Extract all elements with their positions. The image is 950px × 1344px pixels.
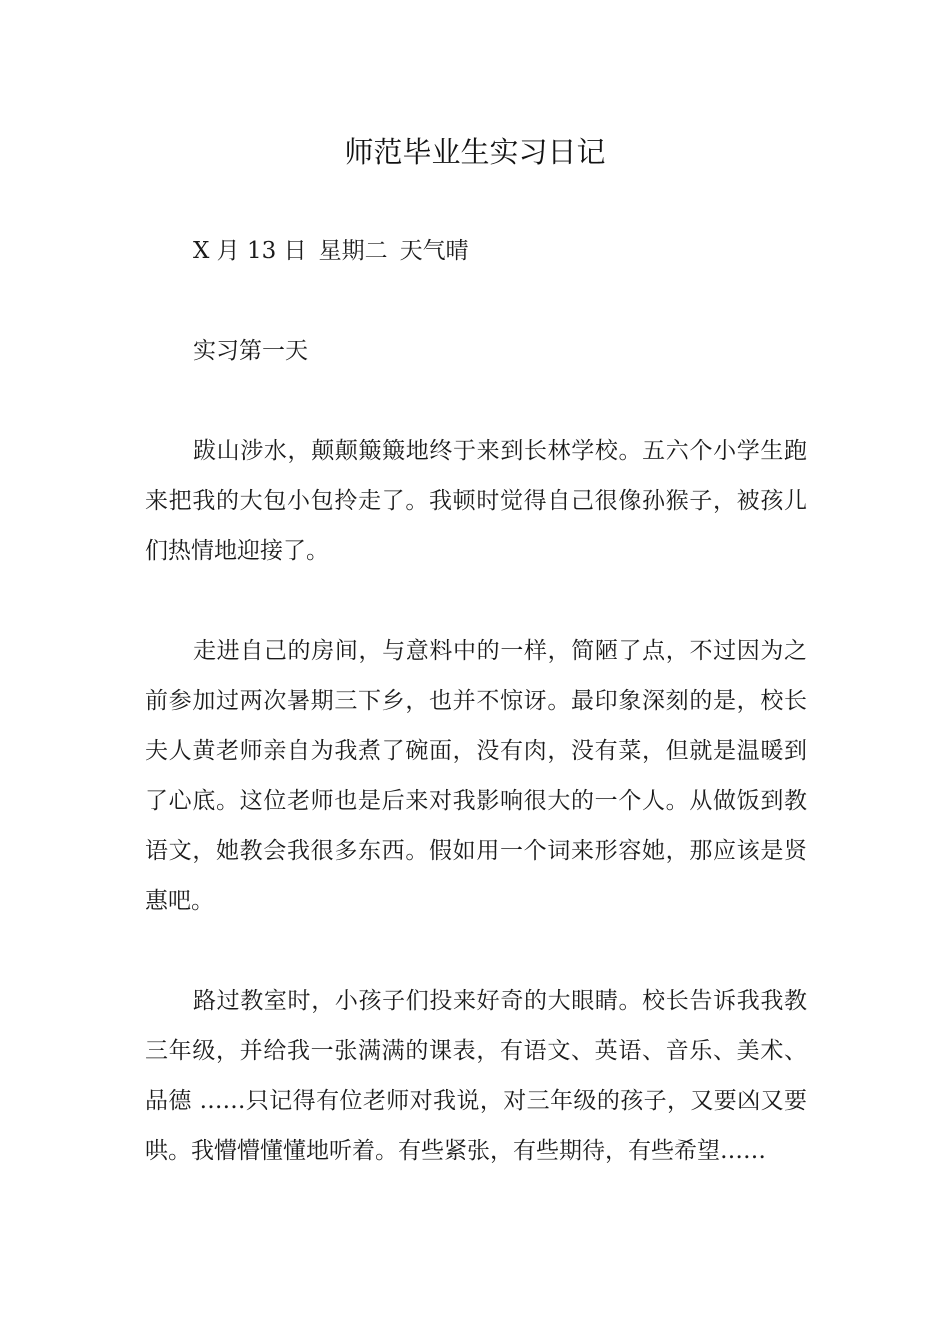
paragraph: 跋山涉水，颠颠簸簸地终于来到长林学校。五六个小学生跑来把我的大包小包拎走了。我顿时觉得自己很像孙猴子，被孩儿们热情地迎接了。 bbox=[145, 438, 807, 564]
blank-line bbox=[145, 926, 807, 976]
paragraph: 走进自己的房间，与意料中的一样，简陋了点，不过因为之前参加过两次暑期三下乡，也并不惊讶。最印象深刻的是，校长夫人黄老师亲自为我煮了碗面，没有肉，没有菜，但就是温暖到了心底。这位老师也是后来对我影响很大的一个人。从做饭到教语文，她教会我很多东西。假如用一个词来形容她，那应该是贤惠吧。 bbox=[145, 638, 807, 914]
diary-weather: 天气晴 bbox=[399, 238, 469, 264]
diary-weekday: 星期二 bbox=[318, 238, 388, 264]
document-body bbox=[145, 226, 807, 1176]
diary-date: X 月 13 日 bbox=[193, 238, 307, 264]
page-title: 师范毕业生实习日记 bbox=[344, 135, 606, 169]
diary-heading: 实习第一天 bbox=[193, 338, 308, 364]
blank-line bbox=[145, 576, 807, 626]
blank-line bbox=[145, 376, 807, 426]
paragraph: 路过教室时，小孩子们投来好奇的大眼睛。校长告诉我我教三年级，并给我一张满满的课表，有语文、英语、音乐、美术、品德 ……只记得有位老师对我说，对三年级的孩子，又要凶又要哄。我懵懵懂懂地听着。有些紧张，有些期待，有些希望…… bbox=[145, 988, 807, 1164]
blank-line bbox=[145, 276, 807, 326]
diary-date-line bbox=[145, 226, 807, 276]
